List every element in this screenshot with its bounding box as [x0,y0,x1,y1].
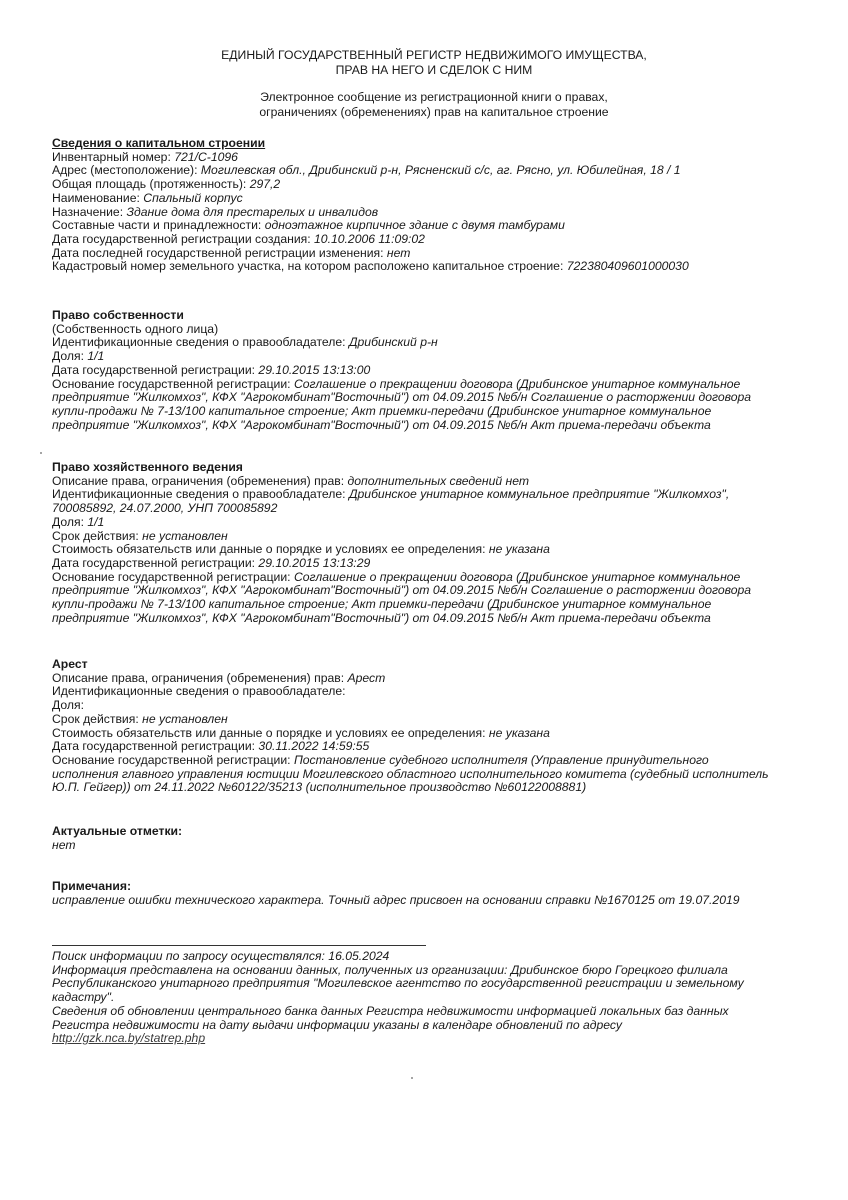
economic-holder-line: 700085892, 24.07.2000, УНП 700085892 [52,501,278,516]
economic-basis-line: предприятие "Жилкомхоз", КФХ "Агрокомбинат"Восточный") от 04.09.2015 №б/н Акт приема-передачи объекта [52,610,711,625]
scan-speck [411,1077,413,1079]
basis-value: Постановление судебного исполнителя (Управление принудительного [293,752,709,767]
area-row [52,178,812,192]
parts-label: Составные части и принадлежности: [52,218,265,233]
economic-basis-line: предприятие "Жилкомхоз", КФХ "Агрокомбинат"Восточный") от 04.09.2015 №б/н Соглашение о расторжении договора [52,583,752,598]
address-row [52,164,812,178]
date-label: Дата государственной регистрации: [52,362,259,377]
address-label: Адрес (местоположение): [52,163,201,178]
update-line: Сведения об обновлении центрального банка данных Регистра недвижимости информацией локальных баз данных [52,1003,729,1018]
name-value: Спальный корпус [143,190,243,205]
cadastral-label: Кадастровый номер земельного участка, на котором расположено капитальное строение: [52,259,567,274]
economic-basis-line: купли-продажи № 7-13/100 капитальное строение; Акт приемки-передачи (Дрибинское унитарное коммунальное [52,597,712,612]
term-value: не установлен [142,528,228,543]
arrest-holder-row: Идентификационные сведения о правообладателе: [52,684,346,699]
ownership-date-row [52,364,812,378]
search-date: Поиск информации по запросу осуществлялся: 16.05.2024 [52,949,390,963]
arrest-term-row [52,713,812,727]
changed-row [52,247,812,261]
arrest-basis-line: Ю.П. Гейгер)) от 24.11.2022 №60122/35213 (исполнительное производство №60122008881) [52,780,587,795]
changed-value: нет [386,245,411,260]
arrest-share-row: Доля: [52,698,84,713]
economic-holder-row [52,488,812,502]
cadastral-row [52,260,812,274]
ownership-section [52,309,812,432]
term-value: не установлен [142,711,228,726]
share-label: Доля: [52,514,88,529]
economic-management-section [52,461,812,625]
cost-label: Стоимость обязательств или данные о порядке и условиях ее определения: [52,542,489,557]
desc-value: дополнительных сведений нет [347,473,530,488]
desc-label: Описание права, ограничения (обременения) прав: [52,670,348,685]
arrest-desc-row [52,672,812,686]
source-line: кадастру". [52,990,115,1005]
ownership-share-row [52,350,812,364]
date-label: Дата государственной регистрации: [52,739,259,754]
document-subtitle [10,90,848,120]
ownership-basis-line: купли-продажи № 7-13/100 капитальное строение; Акт приемки-передачи (Дрибинское унитарное коммунальное [52,403,712,418]
term-label: Срок действия: [52,711,143,726]
ownership-title: Право собственности [52,308,184,322]
holder-label: Идентификационные сведения о правообладателе: [52,487,349,502]
footer-divider [52,945,426,946]
cadastral-value: 722380409601000030 [566,259,689,274]
inventory-row [52,151,812,165]
basis-value: Соглашение о прекращении договора (Дрибинское унитарное коммунальное [293,569,741,584]
economic-share-row [52,516,812,530]
created-value: 10.10.2006 11:09:02 [314,231,425,246]
cost-value: не указана [488,725,550,740]
share-value: 1/1 [87,514,105,529]
update-line: Регистра недвижимости на дату выдачи информации указаны в календаре обновлений по адресу [52,1017,622,1032]
name-row [52,192,812,206]
holder-label: Идентификационные сведения о правообладателе: [52,335,349,350]
subtitle-line-1: Электронное сообщение из регистрационной книги о правах, [260,90,608,104]
economic-desc-row [52,475,812,489]
purpose-row [52,206,812,220]
arrest-section [52,658,812,795]
scan-speck [40,452,42,454]
title-line-1: ЕДИНЫЙ ГОСУДАРСТВЕННЫЙ РЕГИСТР НЕДВИЖИМОГО ИМУЩЕСТВА, [221,48,647,62]
arrest-title: Арест [52,657,88,671]
purpose-value: Здание дома для престарелых и инвалидов [126,204,379,219]
desc-label: Описание права, ограничения (обременения) прав: [52,473,348,488]
area-label: Общая площадь (протяженность): [52,177,250,192]
purpose-label: Назначение: [52,204,127,219]
inventory-value: 721/С-1096 [174,149,238,164]
date-value: 29.10.2015 13:13:29 [258,555,371,570]
notes-title: Примечания: [52,879,132,893]
desc-value: Арест [347,670,386,685]
ownership-holder-row [52,336,812,350]
basis-label: Основание государственной регистрации: [52,569,294,584]
marks-value: нет [52,837,76,852]
notes-section [52,880,812,907]
economic-title: Право хозяйственного ведения [52,460,243,474]
term-label: Срок действия: [52,528,143,543]
holder-value: Дрибинское унитарное коммунальное предприятие "Жилкомхоз", [348,487,730,502]
basis-label: Основание государственной регистрации: [52,752,294,767]
parts-row [52,219,812,233]
subtitle-line-2: ограничениях (обременениях) прав на капитальное строение [259,105,609,119]
date-label: Дата государственной регистрации: [52,555,259,570]
ownership-basis-row [52,378,812,392]
document-title [10,48,848,78]
created-label: Дата государственной регистрации создания: [52,231,315,246]
basis-value: Соглашение о прекращении договора (Дрибинское унитарное коммунальное [293,376,741,391]
date-value: 29.10.2015 13:13:00 [258,362,371,377]
capital-structure-section [52,137,812,274]
economic-basis-row [52,571,812,585]
date-value: 30.11.2022 14:59:55 [258,739,370,754]
inventory-label: Инвентарный номер: [52,149,175,164]
economic-term-row [52,530,812,544]
address-value: Могилевская обл., Дрибинский р-н, Рясненский с/с, аг. Рясно, ул. Юбилейная, 18 / 1 [200,163,681,178]
statrep-link[interactable]: http://gzk.nca.by/statrep.php [52,1031,206,1046]
share-value: 1/1 [87,349,105,364]
economic-cost-row [52,543,812,557]
ownership-basis-line: предприятие "Жилкомхоз", КФХ "Агрокомбинат"Восточный") от 04.09.2015 №б/н Соглашение о расторжении договора [52,390,752,405]
arrest-date-row [52,740,812,754]
notes-value: исправление ошибки технического характера. Точный адрес присвоен на основании справки №1670125 от 19.07.2019 [52,892,740,907]
basis-label: Основание государственной регистрации: [52,376,294,391]
footer-section [52,950,812,1046]
economic-date-row [52,557,812,571]
cost-label: Стоимость обязательств или данные о порядке и условиях ее определения: [52,725,489,740]
actual-marks-section [52,825,812,852]
arrest-basis-row [52,754,812,768]
source-line: Информация представлена на основании данных, полученных из организации: Дрибинское бюро Горецкого филиала [52,962,728,977]
cost-value: не указана [488,542,550,557]
name-label: Наименование: [52,190,144,205]
parts-value: одноэтажное кирпичное здание с двумя тамбурами [264,218,565,233]
source-line: Республиканского унитарного предприятия "Могилевское агентство по государственной регистрации и земельному [52,976,744,991]
holder-value: Дрибинский р-н [348,335,438,350]
arrest-basis-line: исполнения главного управления юстиции Могилевского областного исполнительного комитета (судебный исполнитель [52,766,769,781]
ownership-kind: (Собственность одного лица) [52,321,219,336]
capital-section-title: Сведения о капитальном строении [52,136,266,150]
changed-label: Дата последней государственной регистрации изменения: [52,245,387,260]
marks-title: Актуальные отметки: [52,824,183,838]
share-label: Доля: [52,349,88,364]
arrest-cost-row [52,727,812,741]
area-value: 297,2 [249,177,281,192]
created-row [52,233,812,247]
ownership-basis-line: предприятие "Жилкомхоз", КФХ "Агрокомбинат"Восточный") от 04.09.2015 №б/н Акт приема-передачи объекта [52,417,711,432]
title-line-2: ПРАВ НА НЕГО И СДЕЛОК С НИМ [335,63,533,77]
